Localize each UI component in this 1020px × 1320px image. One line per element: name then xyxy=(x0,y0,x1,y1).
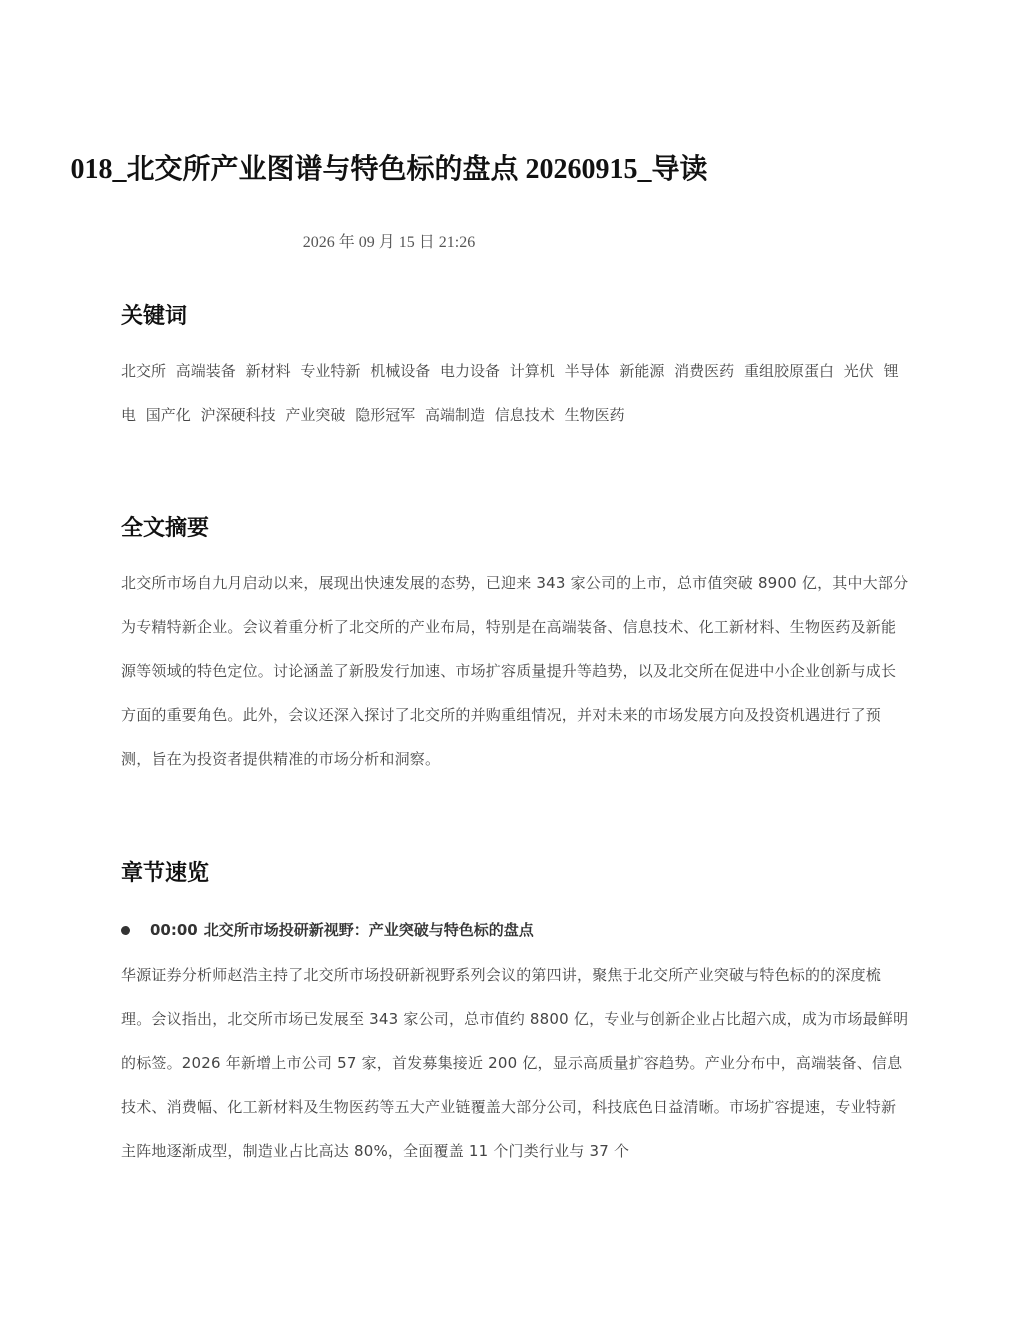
keyword: 高端制造 xyxy=(424,406,485,424)
keyword: 高端装备 xyxy=(175,362,236,380)
chapter-text: 华源证券分析师赵浩主持了北交所市场投研新视野系列会议的第四讲，聚焦于北交所产业突破与特色标的的深度梳理。会议指出，北交所市场已发展至 343 家公司，总市值约 8800 亿，专业与创新企业占比超六成，成为市场最鲜明的标签。2026 年新增上市公司 57 家，首发募集接近 200 亿，显示高质量扩容趋势。产业分布中，高端装备、信息技术、消费幅、化工新材料及生物医药等五大产业链覆盖大部分公司，科技底色日益清晰。市场扩容提速，专业特新主阵地逐渐成型，制造业占比高达 80%，全面覆盖 11 个门类行业与 37 个 xyxy=(121,966,909,1160)
keyword: 信息技术 xyxy=(494,406,555,424)
keyword: 重组胶原蛋白 xyxy=(743,362,834,380)
keyword: 北交所 xyxy=(121,362,167,380)
keyword: 新能源 xyxy=(619,362,665,380)
keyword: 生物医药 xyxy=(564,406,625,424)
keyword: 隐形冠军 xyxy=(355,406,416,424)
keyword: 国产化 xyxy=(145,406,191,424)
summary-text: 北交所市场自九月启动以来，展现出快速发展的态势，已迎来 343 家公司的上市，总市值突破 8900 亿，其中大部分为专精特新企业。会议着重分析了北交所的产业布局，特别是在高端装备、信息技术、化工新材料、生物医药及新能源等领域的特色定位。讨论涵盖了新股发行加速、市场扩容质量提升等趋势，以及北交所在促进中小企业创新与成长方面的重要角色。此外，会议还深入探讨了北交所的并购重组情况，并对未来的市场发展方向及投资机遇进行了预测，旨在为投资者提供精准的市场分析和洞察。 xyxy=(121,574,909,768)
chapter-time: 00:00 xyxy=(150,921,198,939)
keyword: 产业突破 xyxy=(285,406,346,424)
keyword: 电力设备 xyxy=(439,362,500,380)
keyword: 锂电 xyxy=(121,362,899,424)
document-date: 2026 年 09 月 15 日 21:26 xyxy=(302,234,476,251)
bullet-icon xyxy=(121,926,130,935)
keywords-heading: 关键词 xyxy=(121,304,188,329)
keyword: 专业特新 xyxy=(300,362,361,380)
keyword: 消费医药 xyxy=(674,362,735,380)
keyword: 半导体 xyxy=(564,362,610,380)
chapter-title: 北交所市场投研新视野：产业突破与特色标的盘点 xyxy=(203,921,534,939)
keywords-list xyxy=(121,349,911,437)
keyword: 沪深硬科技 xyxy=(200,406,276,424)
keyword: 光伏 xyxy=(843,362,874,380)
document-title: 018_北交所产业图谱与特色标的盘点 20260915_导读 xyxy=(70,154,708,185)
keyword: 新材料 xyxy=(245,362,291,380)
keyword: 计算机 xyxy=(509,362,555,380)
chapter-item-title xyxy=(121,917,534,943)
keyword: 机械设备 xyxy=(370,362,431,380)
chapters-heading: 章节速览 xyxy=(121,861,210,886)
summary-heading: 全文摘要 xyxy=(121,516,210,541)
